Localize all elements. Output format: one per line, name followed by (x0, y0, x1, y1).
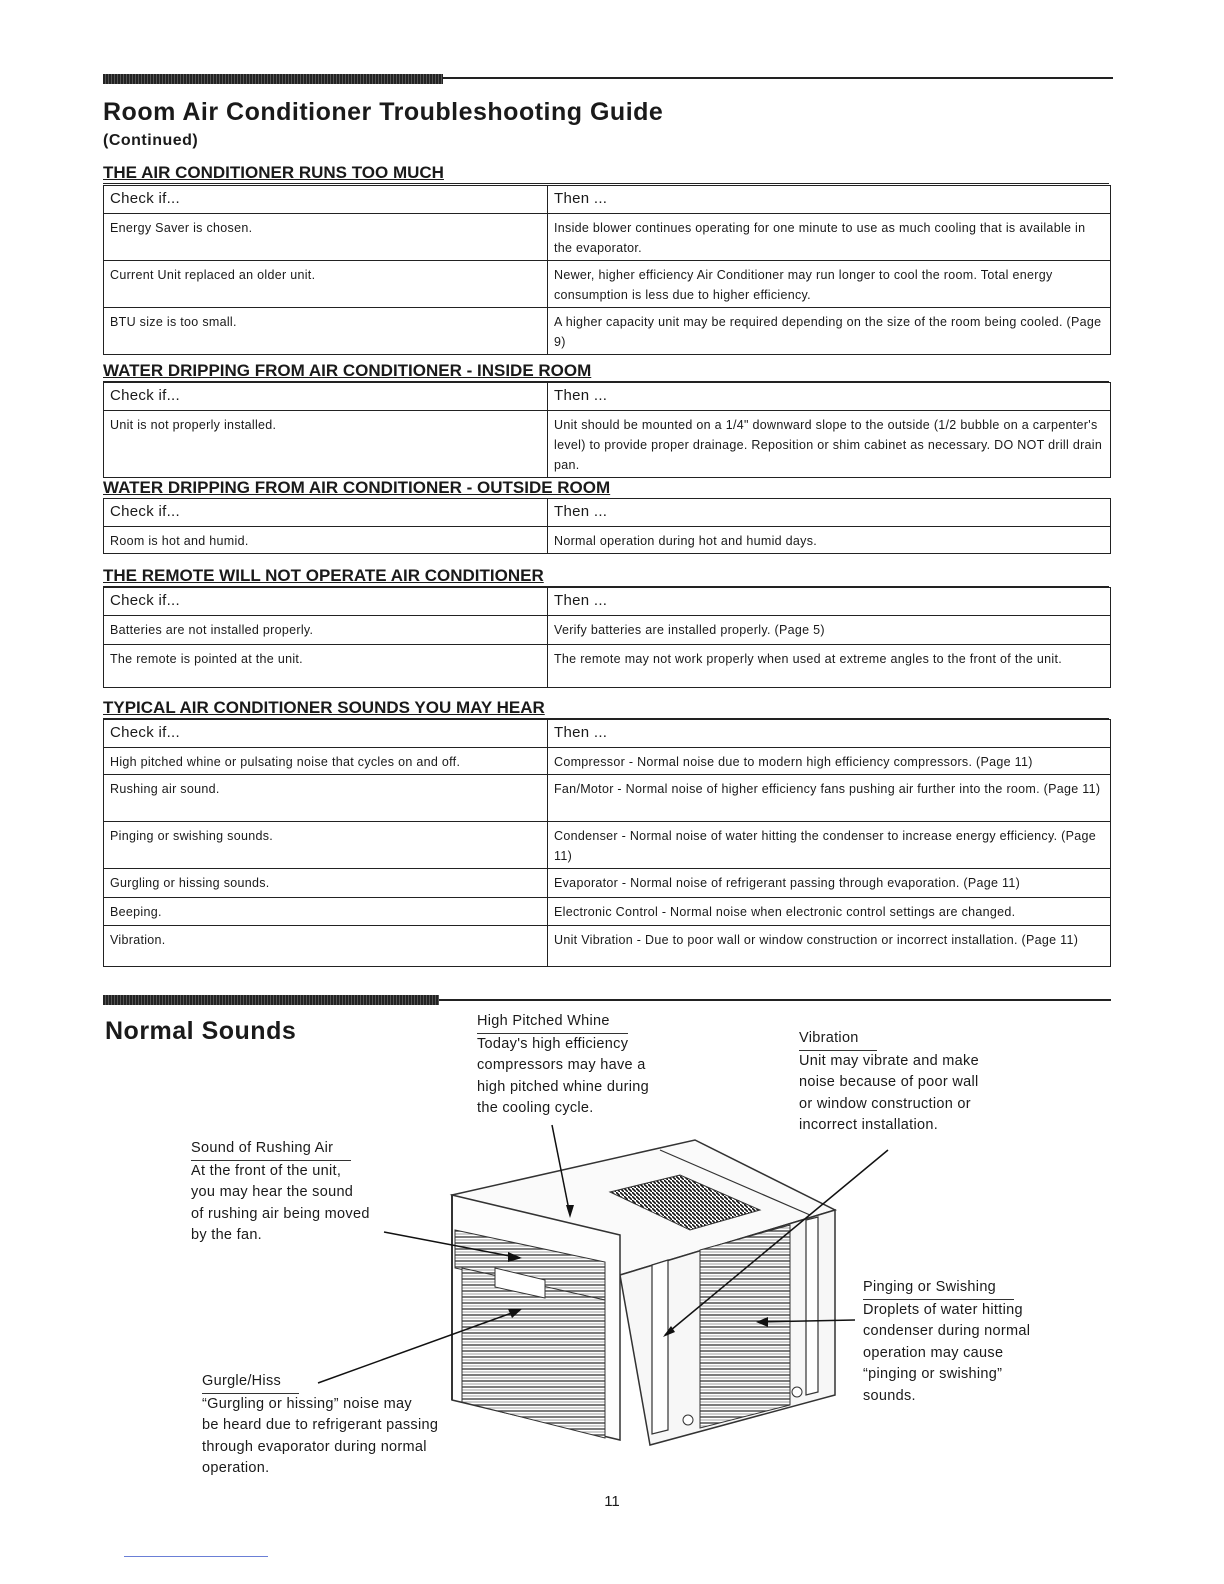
then-cell: Unit should be mounted on a 1/4" downward slope to the outside (1/2 bubble on a carpenter's level) to provide proper drainage. Reposition or shim cabinet as necessary. DO NOT drill drain pan. (548, 411, 1111, 478)
then-cell: The remote may not work properly when used at extreme angles to the front of the unit. (548, 645, 1111, 688)
then-cell: A higher capacity unit may be required depending on the size of the room being cooled. (Page 9) (548, 308, 1111, 355)
column-header-then: Then ... (548, 720, 1111, 748)
check-if-cell: Vibration. (104, 926, 548, 967)
callout-pinging-swishing (863, 1277, 1030, 1407)
check-if-cell: Unit is not properly installed. (104, 411, 548, 478)
callout-line: you may hear the sound (191, 1184, 354, 1200)
check-if-cell: Gurgling or hissing sounds. (104, 869, 548, 898)
column-header-then: Then ... (548, 588, 1111, 616)
callout-line: the cooling cycle. (477, 1100, 594, 1116)
callout-line: Today's high efficiency (477, 1035, 629, 1052)
callout-line: “pinging or swishing” (863, 1366, 1003, 1382)
callout-line: operation. (202, 1460, 270, 1476)
then-cell: Electronic Control - Normal noise when electronic control settings are changed. (548, 898, 1111, 926)
column-header-check-if: Check if... (104, 186, 548, 214)
column-header-check-if: Check if... (104, 383, 548, 411)
then-cell: Unit Vibration - Due to poor wall or window construction or incorrect installation. (Page 11) (548, 926, 1111, 967)
check-if-cell: Batteries are not installed properly. (104, 616, 548, 645)
callout-line: operation may cause (863, 1344, 1004, 1361)
callout-line: or window construction or (799, 1095, 971, 1112)
normal-sounds-title: Normal Sounds (105, 1017, 297, 1045)
section-heading-text: WATER DRIPPING FROM AIR CONDITIONER - OUTSIDE ROOM (103, 478, 611, 497)
then-cell: Normal operation during hot and humid days. (548, 527, 1111, 554)
callout-title: Sound of Rushing Air (191, 1138, 351, 1161)
callout-title: Gurgle/Hiss (202, 1371, 299, 1394)
column-header-check-if: Check if... (104, 588, 548, 616)
then-cell: Condenser - Normal noise of water hitting the condenser to increase energy efficiency. (Page 11) (548, 822, 1111, 869)
page-number: 11 (604, 1493, 620, 1510)
check-if-cell: Energy Saver is chosen. (104, 214, 548, 261)
callout-line: sounds. (863, 1387, 916, 1404)
check-if-cell: High pitched whine or pulsating noise that cycles on and off. (104, 748, 548, 775)
check-if-cell: Pinging or swishing sounds. (104, 822, 548, 869)
check-if-cell: Current Unit replaced an older unit. (104, 261, 548, 308)
callout-line: be heard due to refrigerant passing (202, 1417, 439, 1433)
callout-line: “Gurgling or hissing” noise may (202, 1395, 412, 1412)
callout-high-pitched-whine (477, 1011, 649, 1120)
callout-line: high pitched whine during (477, 1078, 649, 1095)
callout-title: Pinging or Swishing (863, 1277, 1014, 1300)
then-cell: Inside blower continues operating for one minute to use as much cooling that is available in the evaporator. (548, 214, 1111, 261)
column-header-then: Then ... (548, 499, 1111, 527)
page-subtitle: (Continued) (103, 132, 199, 149)
callout-line: by the fan. (191, 1227, 263, 1243)
callout-title: High Pitched Whine (477, 1011, 628, 1034)
page-title: Room Air Conditioner Troubleshooting Guide (103, 98, 664, 126)
callout-line: condenser during normal (863, 1323, 1031, 1339)
section-heading-text: WATER DRIPPING FROM AIR CONDITIONER - INSIDE ROOM (103, 361, 592, 380)
check-if-cell: Rushing air sound. (104, 775, 548, 822)
check-if-cell: Room is hot and humid. (104, 527, 548, 554)
callout-gurgle-hiss (202, 1371, 438, 1480)
column-header-check-if: Check if... (104, 499, 548, 527)
then-cell: Newer, higher efficiency Air Conditioner may run longer to cool the room. Total energy consumption is less due to higher efficiency. (548, 261, 1111, 308)
column-header-check-if: Check if... (104, 720, 548, 748)
callout-vibration (799, 1028, 979, 1137)
callout-line: Unit may vibrate and make (799, 1052, 979, 1069)
check-if-cell: Beeping. (104, 898, 548, 926)
column-header-then: Then ... (548, 186, 1111, 214)
section-heading-text: TYPICAL AIR CONDITIONER SOUNDS YOU MAY HEAR (103, 698, 545, 717)
column-header-then: Then ... (548, 383, 1111, 411)
section-heading-text: THE AIR CONDITIONER RUNS TOO MUCH (103, 163, 444, 182)
callout-line: compressors may have a (477, 1057, 646, 1073)
check-if-cell: The remote is pointed at the unit. (104, 645, 548, 688)
callout-line: incorrect installation. (799, 1117, 939, 1133)
then-cell: Verify batteries are installed properly. (Page 5) (548, 616, 1111, 645)
check-if-cell: BTU size is too small. (104, 308, 548, 355)
bottom-link-rule (124, 1556, 268, 1557)
callout-rushing-air (191, 1138, 370, 1247)
callout-line: Droplets of water hitting (863, 1301, 1023, 1318)
then-cell: Fan/Motor - Normal noise of higher efficiency fans pushing air further into the room. (Page 11) (548, 775, 1111, 822)
then-cell: Compressor - Normal noise due to modern high efficiency compressors. (Page 11) (548, 748, 1111, 775)
then-cell: Evaporator - Normal noise of refrigerant passing through evaporation. (Page 11) (548, 869, 1111, 898)
callout-line: through evaporator during normal (202, 1438, 427, 1455)
callout-line: noise because of poor wall (799, 1074, 979, 1090)
callout-line: At the front of the unit, (191, 1162, 342, 1179)
callout-line: of rushing air being moved (191, 1205, 370, 1222)
section-heading-text: THE REMOTE WILL NOT OPERATE AIR CONDITIONER (103, 566, 544, 585)
callout-title: Vibration (799, 1028, 877, 1051)
